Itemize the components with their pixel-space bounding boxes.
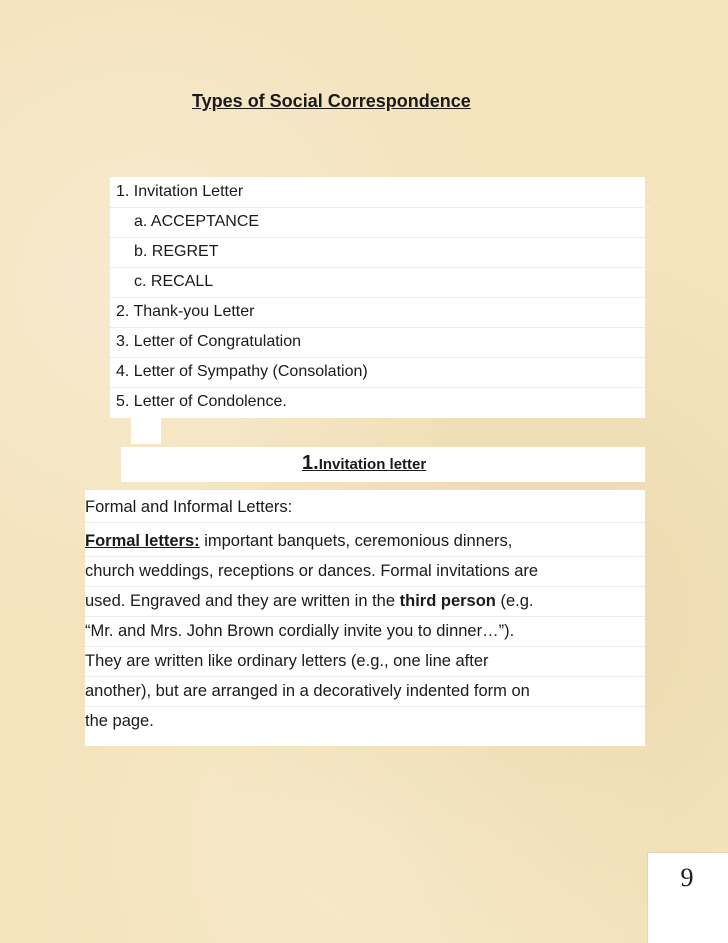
- text-line: the page.: [85, 712, 154, 730]
- section-title: Invitation letter: [318, 456, 427, 473]
- list-item: [110, 297, 645, 328]
- correspondence-types-list: [110, 177, 645, 418]
- list-item: [110, 237, 645, 268]
- text-line: church weddings, receptions or dances. Formal invitations are: [85, 556, 645, 587]
- list-item-number: 4.: [116, 363, 130, 380]
- section-heading: [302, 452, 426, 475]
- list-item-number: a.: [134, 213, 148, 230]
- list-item-number: b.: [134, 243, 148, 260]
- text-run: used. Engraved and they are written in the: [85, 592, 400, 610]
- formal-letters-label: Formal letters:: [85, 532, 200, 550]
- list-item-label: Thank-you Letter: [133, 303, 255, 320]
- list-item-number: 2.: [116, 303, 130, 320]
- list-item-label: Letter of Sympathy (Consolation): [133, 363, 368, 380]
- page-title: Types of Social Correspondence: [192, 91, 471, 111]
- list-item: [110, 387, 645, 417]
- page-number: 9: [680, 863, 694, 892]
- list-item: [110, 327, 645, 358]
- page-number-box: [647, 852, 728, 943]
- intro-line: Formal and Informal Letters:: [85, 492, 645, 523]
- list-item-label: Letter of Condolence.: [133, 393, 287, 410]
- text-line: [85, 586, 645, 617]
- list-item-number: 1.: [116, 183, 130, 200]
- third-person-emphasis: third person: [399, 592, 496, 610]
- list-box-tail: [131, 418, 161, 444]
- list-item-number: 3.: [116, 333, 130, 350]
- list-item: [110, 177, 651, 208]
- list-item: [110, 357, 645, 388]
- list-item-label: RECALL: [150, 273, 214, 290]
- list-item-number: c.: [134, 273, 147, 290]
- list-item: [110, 207, 645, 238]
- list-item-label: Invitation Letter: [133, 183, 244, 200]
- text-line: They are written like ordinary letters (e.g., one line after: [85, 646, 645, 677]
- list-item-label: ACCEPTANCE: [150, 213, 260, 230]
- text-line: “Mr. and Mrs. John Brown cordially invite you to dinner…”).: [85, 616, 645, 647]
- list-item-label: Letter of Congratulation: [133, 333, 302, 350]
- text-run: (e.g.: [495, 592, 534, 610]
- list-item: [110, 267, 645, 298]
- body-text-box: [85, 490, 645, 746]
- list-item-number: 5.: [116, 393, 130, 410]
- list-item-label: REGRET: [151, 243, 219, 260]
- text-run: important banquets, ceremonious dinners,: [199, 532, 513, 550]
- section-number: 1.: [302, 452, 319, 474]
- text-line: another), but are arranged in a decoratively indented form on: [85, 676, 645, 707]
- text-line: [85, 526, 645, 557]
